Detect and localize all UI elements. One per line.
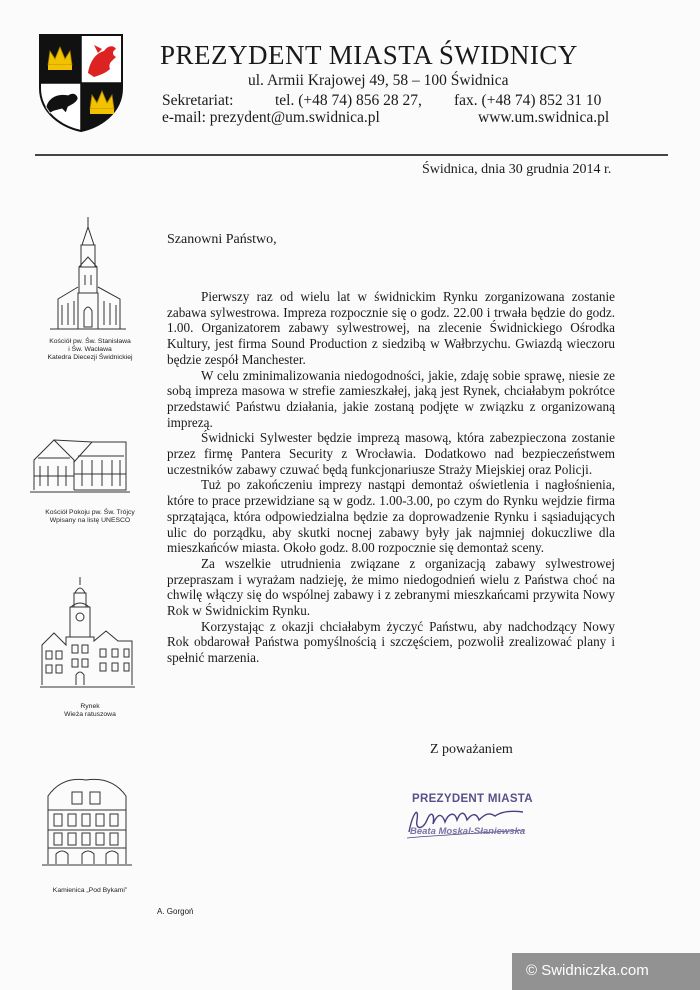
illustration-tenement-house: [0, 770, 160, 900]
illustration-caption-line: Katedra Diecezji Świdnickiej: [47, 354, 133, 361]
illustration-caption-line: Kościół pw. Św. Stanisława: [49, 338, 131, 345]
illustration-church-of-peace: [0, 420, 160, 530]
author-initials: A. Gorgoń: [157, 907, 194, 916]
illustration-caption-line: Kamienica „Pod Bykami”: [52, 887, 128, 894]
site-watermark: [512, 953, 700, 990]
secretariat-label: Sekretariat:: [162, 92, 234, 109]
phone-number: tel. (+48 74) 856 28 27,: [275, 92, 422, 109]
town-hall-tower-drawing-icon: [40, 575, 135, 695]
signature-stamp-title: PREZYDENT MIASTA: [412, 793, 533, 805]
fax-number: fax. (+48 74) 852 31 10: [454, 92, 602, 109]
letter-paragraph: W celu zminimalizowania niedogodności, jakie, zdaję sobie sprawę, niesie ze sobą impreza masowa w strefie zamieszkałej, jaką jest Rynek, chciałabym pokrótce przedstawić Państwu działania, jakie zostaną podjęte w związku z organizowaną imprezą.: [167, 367, 615, 430]
illustration-caption-line: i Św. Wacława: [68, 346, 112, 353]
watermark-text: © Swidniczka.com: [526, 962, 649, 979]
cathedral-drawing-icon: [48, 215, 128, 335]
illustration-caption-line: Wpisany na listę UNESCO: [49, 517, 131, 524]
header-divider: [35, 154, 668, 156]
illustration-caption-line: Wieża ratuszowa: [64, 711, 116, 718]
signature-stamp-name: Beata Moskal-Słaniewska: [410, 826, 526, 837]
city-coat-of-arms-icon: [38, 33, 124, 133]
handwritten-signature: [405, 790, 545, 850]
illustration-caption-line: Kościół Pokoju pw. Św. Trójcy: [45, 509, 135, 516]
letter-paragraph: Świdnicki Sylwester będzie imprezą masową, która zabezpieczona zostanie przez firmę Pantera Security z Wrocławia. Dodatkowo nad bezpieczeństwem uczestników zabawy czuwać będą funkcjonariusze Straży Miejskiej oraz Policji.: [167, 430, 615, 477]
tenement-house-drawing-icon: [42, 770, 132, 870]
church-of-peace-drawing-icon: [30, 420, 130, 500]
letter-paragraph: Pierwszy raz od wielu lat w świdnickim Rynku zorganizowana zostanie zabawa sylwestrowa. Impreza rozpocznie się o godz. 22.00 i trwała będzie do godz. 1.00. Organizatorem zabawy sylwestrowej, na zlecenie Świdnickiego Ośrodka Kultury, jest firma Sound Production z siedzibą w Wałbrzychu. Gwiazdą wieczoru będzie zespół Manchester.: [167, 289, 615, 367]
office-title: PREZYDENT MIASTA ŚWIDNICY: [160, 40, 578, 70]
letter-paragraph: Za wszelkie utrudnienia związane z organizacją zabawy sylwestrowej przepraszam i wyrażam nadzieję, że mimo niedogodnień wielu z Państwa choć na chwilę włączy się do wspólnej zabawy i z zebranymi mieszkańcami przywita Nowy Rok w Świdnickim Rynku.: [167, 555, 615, 619]
website-address: www.um.swidnica.pl: [478, 109, 610, 126]
letter-body: [167, 289, 615, 666]
letter-salutation: Szanowni Państwo,: [167, 232, 277, 247]
letter-paragraph: Tuż po zakończeniu imprezy nastąpi demontaż oświetlenia i nagłośnienia, które to prace przewidziane są w godz. 1.00-3.00, po czym do Rynku wejdzie firma sprzątająca, która odpowiedzialna będzie za doprowadzenie Rynku i sąsiadujących ulic do porządku, aby skutki nocnej zabawy były jak najmniej dokuczliwe dla mieszkańców miasta. Około godz. 8.00 rozpocznie się demontaż sceny.: [167, 477, 615, 556]
illustration-town-hall: [0, 575, 160, 735]
letter-date: Świdnica, dnia 30 grudnia 2014 r.: [422, 162, 612, 177]
letter-paragraph: Korzystając z okazji chciałabym życzyć Państwu, aby nadchodzący Nowy Rok obdarował Państwa pomyślnością i szczęściem, pozwolił zrealizować plany i spełnić marzenia.: [167, 618, 615, 666]
illustration-caption-line: Rynek: [80, 703, 100, 710]
illustration-cathedral: [0, 215, 160, 375]
letter-closing: Z poważaniem: [430, 742, 513, 757]
office-address: ul. Armii Krajowej 49, 58 – 100 Świdnica: [248, 72, 509, 89]
email-address: e-mail: prezydent@um.swidnica.pl: [162, 109, 380, 126]
